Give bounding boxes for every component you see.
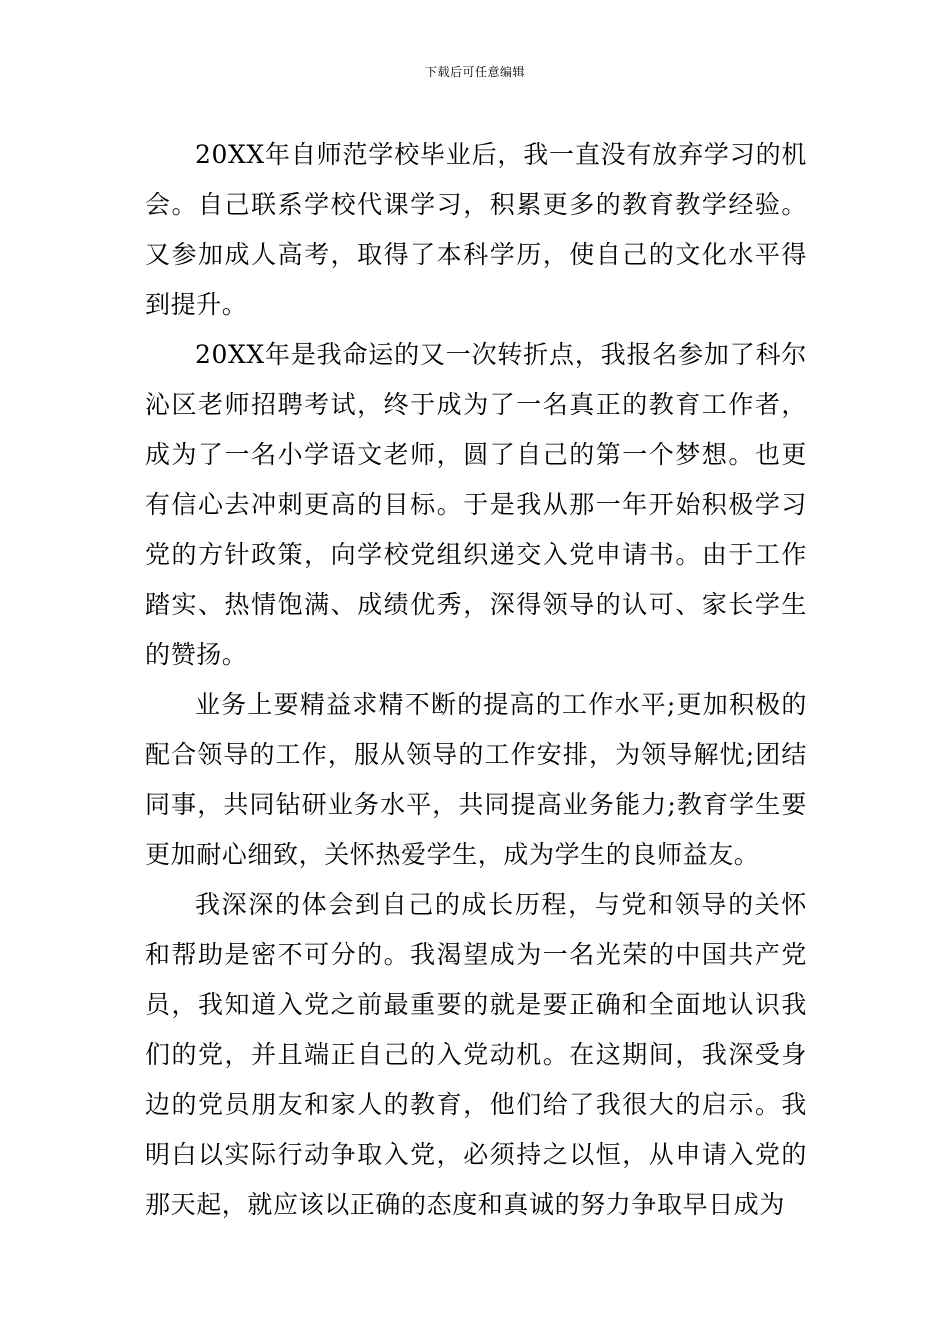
- page-header: 下载后可任意编辑: [424, 65, 525, 79]
- paragraph-4: 我深深的体会到自己的成长历程，与党和领导的关怀和帮助是密不可分的。我渴望成为一名光荣的中国共产党员，我知道入党之前最重要的就是要正确和全面地认识我们的党，并且端正自己的入党动机。在这期间，我深受身边的党员朋友和家人的教育，他们给了我很大的启示。我明白以实际行动争取入党，必须持之以恒，从申请入党的那天起，就应该以正确的态度和真诚的努力争取早日成为: [145, 890, 807, 1219]
- paragraph-3: 业务上要精益求精不断的提高的工作水平;更加积极的配合领导的工作，服从领导的工作安排，为领导解忧;团结同事，共同钻研业务水平，共同提高业务能力;教育学生要更加耐心细致，关怀热爱学生，成为学生的良师益友。: [145, 690, 807, 869]
- document-body: [145, 130, 807, 1230]
- paragraph-2: 20XX年是我命运的又一次转折点，我报名参加了科尔沁区老师招聘考试，终于成为了一名真正的教育工作者，成为了一名小学语文老师，圆了自己的第一个梦想。也更有信心去冲刺更高的目标。于是我从那一年开始积极学习党的方针政策，向学校党组织递交入党申请书。由于工作踏实、热情饱满、成绩优秀，深得领导的认可、家长学生的赞扬。: [145, 340, 807, 669]
- paragraph-1: 20XX年自师范学校毕业后，我一直没有放弃学习的机会。自己联系学校代课学习，积累更多的教育教学经验。又参加成人高考，取得了本科学历，使自己的文化水平得到提升。: [145, 140, 807, 319]
